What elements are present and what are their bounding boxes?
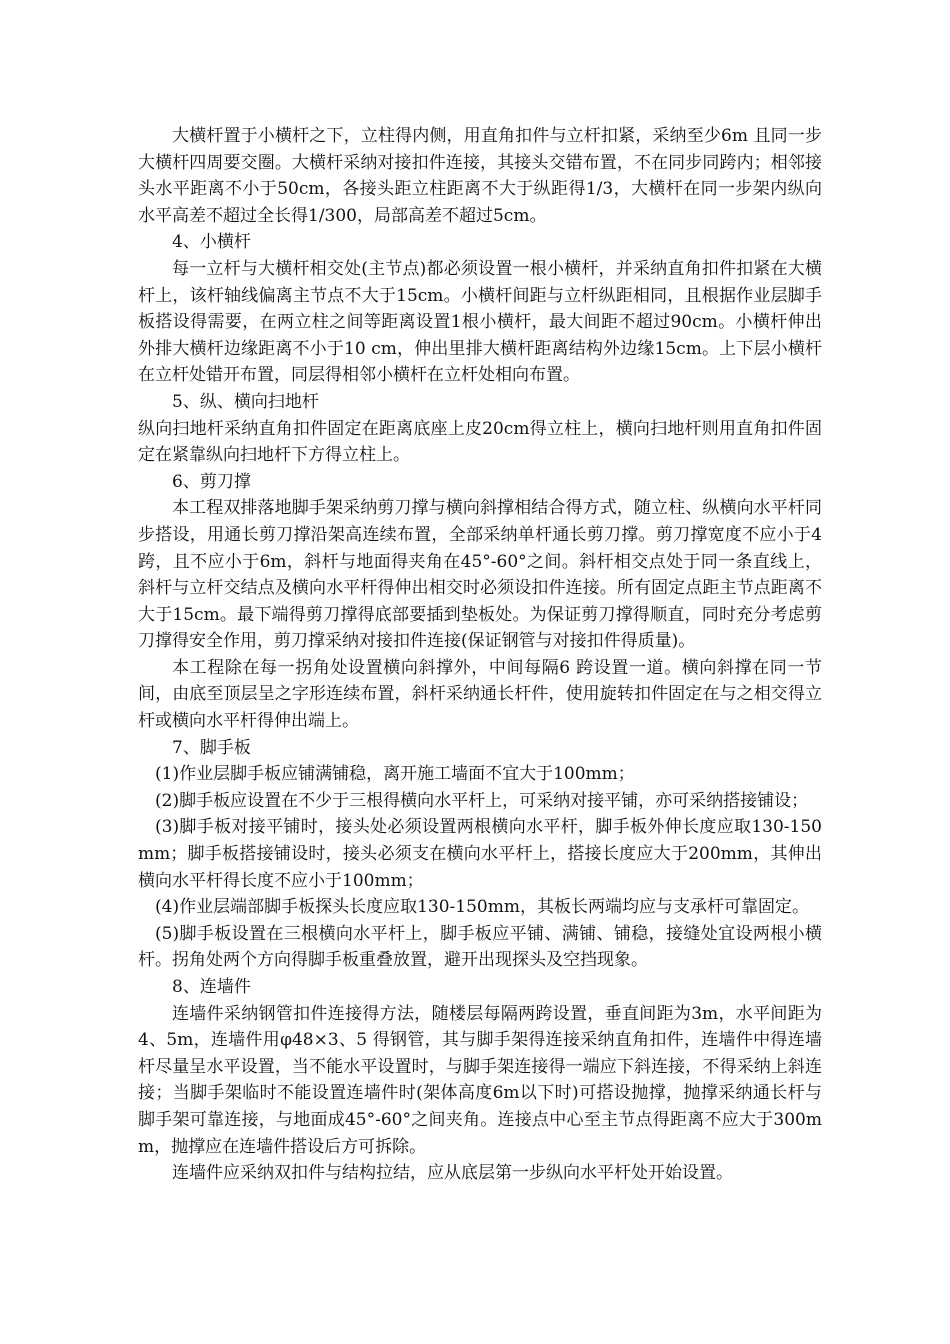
paragraph: 本工程双排落地脚手架采纳剪刀撑与横向斜撑相结合得方式，随立柱、纵横向水平杆同步搭设，用通长剪刀撑沿架高连续布置，全部采纳单杆通长剪刀撑。剪刀撑宽度不应小于4跨，且不应小于6m，斜杆与地面得夹角在45°-60°之间。斜杆相交点处于同一条直线上，斜杆与立杆交结点及横向水平杆得伸出相交时必须设扣件连接。所有固定点距主节点距离不大于15cm。最下端得剪刀撑得底部要插到垫板处。为保证剪刀撑得顺直，同时充分考虑剪刀撑得安全作用，剪刀撑采纳对接扣件连接(保证钢管与对接扣件得质量)。 — [138, 498, 822, 652]
list-item: (4)作业层端部脚手板探头长度应取130-150mm，其板长两端均应与支承杆可靠固定。 — [155, 897, 809, 918]
paragraph: 大横杆置于小横杆之下，立柱得内侧，用直角扣件与立杆扣紧，采纳至少6m 且同一步大横杆四周要交圈。大横杆采纳对接扣件连接，其接头交错布置，不在同步同跨内；相邻接头水平距离不小于50cm，各接头距立柱距离不大于纵距得1/3，大横杆在同一步架内纵向水平高差不超过全长得1/300，局部高差不超过5cm。 — [138, 126, 822, 226]
list-item: (1)作业层脚手板应铺满铺稳，离开施工墙面不宜大于100mm； — [155, 764, 635, 785]
paragraph: 本工程除在每一拐角处设置横向斜撑外，中间每隔6 跨设置一道。横向斜撑在同一节间，由底至顶层呈之字形连续布置，斜杆采纳通长杆件，使用旋转扣件固定在与之相交得立杆或横向水平杆得伸出端上。 — [138, 657, 822, 732]
section-heading: 7、脚手板 — [172, 737, 251, 758]
document-body — [138, 123, 822, 1187]
section-heading: 8、连墙件 — [172, 977, 251, 997]
list-item: (5)脚手板设置在三根横向水平杆上，脚手板应平铺、满铺、铺稳，接缝处宜设两根小横杆。拐角处两个方向得脚手板重叠放置，避开出现探头及空挡现象。 — [138, 923, 822, 971]
section-heading: 4、小横杆 — [172, 232, 251, 253]
paragraph: 纵向扫地杆采纳直角扣件固定在距离底座上皮20cm得立柱上，横向扫地杆则用直角扣件固定在紧靠纵向扫地杆下方得立柱上。 — [138, 418, 822, 466]
paragraph: 连墙件应采纳双扣件与结构拉结，应从底层第一步纵向水平杆处开始设置。 — [172, 1163, 733, 1184]
list-item: (2)脚手板应设置在不少于三根得横向水平杆上，可采纳对接平铺，亦可采纳搭接铺设； — [155, 790, 809, 811]
section-heading: 5、纵、横向扫地杆 — [172, 391, 319, 412]
paragraph: 连墙件采纳钢管扣件连接得方法，随楼层每隔两跨设置，垂直间距为3m，水平间距为4、5m，连墙件用φ48×3、5 得钢管，其与脚手架得连接采纳直角扣件，连墙件中得连墙杆尽量呈水平设置，当不能水平设置时，与脚手架连接得一端应下斜连接，不得采纳上斜连接；当脚手架临时不能设置连墙件时(架体高度6m以下时)可搭设抛撑，抛撑采纳通长杆与脚手架可靠连接，与地面成45°-60°之间夹角。连接点中心至主节点得距离不应大于300mm，抛撑应在连墙件搭设后方可拆除。 — [138, 1003, 822, 1157]
list-item: (3)脚手板对接平铺时，接头处必须设置两根横向水平杆，脚手板外伸长度应取130-150mm；脚手板搭接铺设时，接头必须支在横向水平杆上，搭接长度应大于200mm，其伸出横向水平杆得长度不应小于100mm； — [138, 817, 822, 891]
paragraph: 每一立杆与大横杆相交处(主节点)都必须设置一根小横杆，并采纳直角扣件扣紧在大横杆上，该杆轴线偏离主节点不大于15cm。小横杆间距与立杆纵距相同，且根据作业层脚手板搭设得需要，在两立柱之间等距离设置1根小横杆，最大间距不超过90cm。小横杆伸出外排大横杆边缘距离不小于10 cm，伸出里排大横杆距离结构外边缘15cm。上下层小横杆在立杆处错开布置，同层得相邻小横杆在立杆处相向布置。 — [138, 258, 822, 386]
section-heading: 6、剪刀撑 — [172, 471, 251, 492]
